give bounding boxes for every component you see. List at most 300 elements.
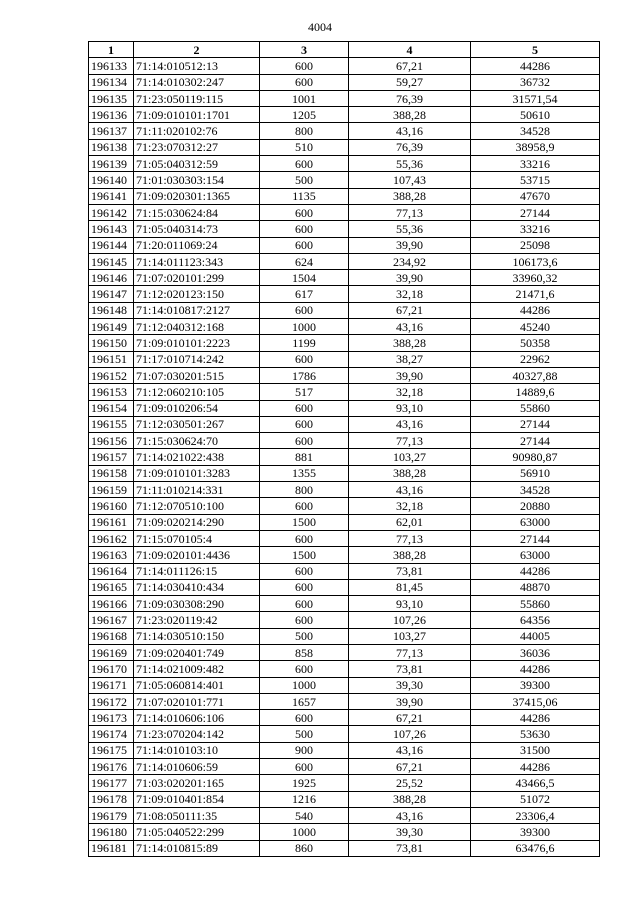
rate-cell: 39,30 [349, 677, 471, 693]
table-row [89, 107, 600, 123]
rate-cell: 77,13 [349, 433, 471, 449]
rate-cell: 67,21 [349, 58, 471, 74]
area-cell: 500 [260, 628, 349, 644]
area-cell: 600 [260, 221, 349, 237]
row-number-cell: 196160 [89, 498, 134, 514]
table-row [89, 563, 600, 579]
area-cell: 600 [260, 612, 349, 628]
cadastral-number-cell: 71:12:070510:100 [134, 498, 260, 514]
row-number-cell: 196164 [89, 563, 134, 579]
column-header: 1 [89, 42, 134, 58]
area-cell: 1000 [260, 319, 349, 335]
row-number-cell: 196150 [89, 335, 134, 351]
row-number-cell: 196142 [89, 204, 134, 220]
table-row [89, 644, 600, 660]
row-number-cell: 196178 [89, 791, 134, 807]
value-cell: 39300 [471, 677, 600, 693]
cadastral-number-cell: 71:23:020119:42 [134, 612, 260, 628]
area-cell: 600 [260, 433, 349, 449]
table-row [89, 139, 600, 155]
row-number-cell: 196170 [89, 661, 134, 677]
value-cell: 106173,6 [471, 253, 600, 269]
rate-cell: 59,27 [349, 74, 471, 90]
area-cell: 600 [260, 302, 349, 318]
rate-cell: 32,18 [349, 286, 471, 302]
row-number-cell: 196153 [89, 384, 134, 400]
area-cell: 510 [260, 139, 349, 155]
table-row [89, 123, 600, 139]
value-cell: 27144 [471, 204, 600, 220]
row-number-cell: 196177 [89, 775, 134, 791]
rate-cell: 388,28 [349, 335, 471, 351]
table-row [89, 824, 600, 840]
value-cell: 56910 [471, 465, 600, 481]
column-header: 5 [471, 42, 600, 58]
row-number-cell: 196166 [89, 596, 134, 612]
value-cell: 63476,6 [471, 840, 600, 856]
cadastral-number-cell: 71:09:020301:1365 [134, 188, 260, 204]
area-cell: 600 [260, 156, 349, 172]
rate-cell: 39,30 [349, 824, 471, 840]
table-row [89, 791, 600, 807]
row-number-cell: 196176 [89, 759, 134, 775]
area-cell: 1000 [260, 824, 349, 840]
rate-cell: 32,18 [349, 498, 471, 514]
cadastral-number-cell: 71:14:030410:434 [134, 579, 260, 595]
cadastral-number-cell: 71:14:021009:482 [134, 661, 260, 677]
table-row [89, 400, 600, 416]
cadastral-number-cell: 71:15:070105:4 [134, 530, 260, 546]
cadastral-number-cell: 71:14:010302:247 [134, 74, 260, 90]
value-cell: 36036 [471, 644, 600, 660]
row-number-cell: 196159 [89, 482, 134, 498]
rate-cell: 73,81 [349, 840, 471, 856]
table-row [89, 693, 600, 709]
value-cell: 31571,54 [471, 90, 600, 106]
cadastral-number-cell: 71:20:011069:24 [134, 237, 260, 253]
value-cell: 20880 [471, 498, 600, 514]
area-cell: 1355 [260, 465, 349, 481]
cadastral-number-cell: 71:12:020123:150 [134, 286, 260, 302]
value-cell: 40327,88 [471, 367, 600, 383]
value-cell: 36732 [471, 74, 600, 90]
rate-cell: 77,13 [349, 204, 471, 220]
cadastral-number-cell: 71:07:030201:515 [134, 367, 260, 383]
table-row [89, 302, 600, 318]
rate-cell: 388,28 [349, 465, 471, 481]
row-number-cell: 196163 [89, 547, 134, 563]
table-row [89, 661, 600, 677]
cadastral-number-cell: 71:09:010101:3283 [134, 465, 260, 481]
row-number-cell: 196156 [89, 433, 134, 449]
page-number: 4004 [308, 20, 332, 34]
area-cell: 1216 [260, 791, 349, 807]
area-cell: 600 [260, 74, 349, 90]
column-header: 4 [349, 42, 471, 58]
area-cell: 600 [260, 759, 349, 775]
rate-cell: 73,81 [349, 661, 471, 677]
cadastral-number-cell: 71:11:010214:331 [134, 482, 260, 498]
area-cell: 1786 [260, 367, 349, 383]
rate-cell: 103,27 [349, 449, 471, 465]
cadastral-number-cell: 71:05:040522:299 [134, 824, 260, 840]
value-cell: 51072 [471, 791, 600, 807]
table-row [89, 530, 600, 546]
table-row [89, 367, 600, 383]
value-cell: 47670 [471, 188, 600, 204]
rate-cell: 39,90 [349, 270, 471, 286]
table-body [89, 58, 600, 857]
table-row [89, 759, 600, 775]
row-number-cell: 196147 [89, 286, 134, 302]
value-cell: 23306,4 [471, 807, 600, 823]
row-number-cell: 196181 [89, 840, 134, 856]
value-cell: 33216 [471, 221, 600, 237]
cadastral-number-cell: 71:14:030510:150 [134, 628, 260, 644]
value-cell: 53630 [471, 726, 600, 742]
row-number-cell: 196138 [89, 139, 134, 155]
value-cell: 64356 [471, 612, 600, 628]
area-cell: 881 [260, 449, 349, 465]
value-cell: 50610 [471, 107, 600, 123]
cadastral-number-cell: 71:11:020102:76 [134, 123, 260, 139]
area-cell: 1199 [260, 335, 349, 351]
row-number-cell: 196167 [89, 612, 134, 628]
cadastral-number-cell: 71:09:020401:749 [134, 644, 260, 660]
value-cell: 27144 [471, 530, 600, 546]
area-cell: 600 [260, 498, 349, 514]
table-row [89, 156, 600, 172]
value-cell: 44286 [471, 661, 600, 677]
row-number-cell: 196136 [89, 107, 134, 123]
cadastral-number-cell: 71:14:010606:106 [134, 710, 260, 726]
rate-cell: 43,16 [349, 742, 471, 758]
cadastral-number-cell: 71:15:030624:84 [134, 204, 260, 220]
rate-cell: 388,28 [349, 791, 471, 807]
rate-cell: 107,26 [349, 612, 471, 628]
row-number-cell: 196158 [89, 465, 134, 481]
rate-cell: 43,16 [349, 416, 471, 432]
area-cell: 600 [260, 351, 349, 367]
area-cell: 600 [260, 204, 349, 220]
area-cell: 600 [260, 661, 349, 677]
rate-cell: 43,16 [349, 482, 471, 498]
cadastral-number-cell: 71:14:010815:89 [134, 840, 260, 856]
row-number-cell: 196145 [89, 253, 134, 269]
rate-cell: 388,28 [349, 188, 471, 204]
value-cell: 25098 [471, 237, 600, 253]
row-number-cell: 196180 [89, 824, 134, 840]
area-cell: 1657 [260, 693, 349, 709]
table-row [89, 351, 600, 367]
area-cell: 600 [260, 530, 349, 546]
row-number-cell: 196168 [89, 628, 134, 644]
value-cell: 21471,6 [471, 286, 600, 302]
value-cell: 27144 [471, 416, 600, 432]
value-cell: 55860 [471, 400, 600, 416]
value-cell: 38958,9 [471, 139, 600, 155]
value-cell: 31500 [471, 742, 600, 758]
cadastral-number-cell: 71:12:040312:168 [134, 319, 260, 335]
rate-cell: 76,39 [349, 139, 471, 155]
table-row [89, 775, 600, 791]
cadastral-number-cell: 71:05:040314:73 [134, 221, 260, 237]
cadastral-number-cell: 71:08:050111:35 [134, 807, 260, 823]
table-row [89, 335, 600, 351]
table-row [89, 547, 600, 563]
row-number-cell: 196135 [89, 90, 134, 106]
table-row [89, 726, 600, 742]
table-row [89, 58, 600, 74]
row-number-cell: 196148 [89, 302, 134, 318]
rate-cell: 73,81 [349, 563, 471, 579]
rate-cell: 38,27 [349, 351, 471, 367]
row-number-cell: 196141 [89, 188, 134, 204]
table-row [89, 579, 600, 595]
row-number-cell: 196175 [89, 742, 134, 758]
area-cell: 600 [260, 710, 349, 726]
rate-cell: 388,28 [349, 107, 471, 123]
cadastral-number-cell: 71:05:040312:59 [134, 156, 260, 172]
table-row [89, 514, 600, 530]
table-row [89, 612, 600, 628]
area-cell: 900 [260, 742, 349, 758]
row-number-cell: 196173 [89, 710, 134, 726]
rate-cell: 107,26 [349, 726, 471, 742]
row-number-cell: 196133 [89, 58, 134, 74]
rate-cell: 55,36 [349, 221, 471, 237]
table-row [89, 270, 600, 286]
value-cell: 55860 [471, 596, 600, 612]
table-row [89, 90, 600, 106]
value-cell: 44286 [471, 302, 600, 318]
column-header: 2 [134, 42, 260, 58]
rate-cell: 39,90 [349, 693, 471, 709]
table-row [89, 286, 600, 302]
area-cell: 600 [260, 563, 349, 579]
rate-cell: 67,21 [349, 302, 471, 318]
row-number-cell: 196157 [89, 449, 134, 465]
cadastral-number-cell: 71:23:070312:27 [134, 139, 260, 155]
cadastral-number-cell: 71:14:011123:343 [134, 253, 260, 269]
value-cell: 44286 [471, 759, 600, 775]
cadastral-number-cell: 71:09:010101:1701 [134, 107, 260, 123]
value-cell: 34528 [471, 482, 600, 498]
value-cell: 27144 [471, 433, 600, 449]
area-cell: 860 [260, 840, 349, 856]
area-cell: 1135 [260, 188, 349, 204]
value-cell: 63000 [471, 514, 600, 530]
row-number-cell: 196152 [89, 367, 134, 383]
rate-cell: 77,13 [349, 644, 471, 660]
value-cell: 37415,06 [471, 693, 600, 709]
value-cell: 50358 [471, 335, 600, 351]
table-row [89, 416, 600, 432]
area-cell: 600 [260, 579, 349, 595]
area-cell: 617 [260, 286, 349, 302]
rate-cell: 32,18 [349, 384, 471, 400]
cadastral-number-cell: 71:14:011126:15 [134, 563, 260, 579]
cadastral-number-cell: 71:23:050119:115 [134, 90, 260, 106]
cadastral-number-cell: 71:14:010103:10 [134, 742, 260, 758]
row-number-cell: 196143 [89, 221, 134, 237]
value-cell: 33960,32 [471, 270, 600, 286]
row-number-cell: 196161 [89, 514, 134, 530]
value-cell: 53715 [471, 172, 600, 188]
cadastral-number-cell: 71:09:010101:2223 [134, 335, 260, 351]
area-cell: 500 [260, 726, 349, 742]
table-row [89, 433, 600, 449]
table-row [89, 253, 600, 269]
rate-cell: 62,01 [349, 514, 471, 530]
rate-cell: 76,39 [349, 90, 471, 106]
table-row [89, 384, 600, 400]
table-row [89, 628, 600, 644]
area-cell: 1205 [260, 107, 349, 123]
rate-cell: 234,92 [349, 253, 471, 269]
area-cell: 540 [260, 807, 349, 823]
row-number-cell: 196144 [89, 237, 134, 253]
area-cell: 1000 [260, 677, 349, 693]
rate-cell: 43,16 [349, 807, 471, 823]
table-header-row [89, 42, 600, 58]
data-table [88, 41, 600, 857]
table-row [89, 710, 600, 726]
row-number-cell: 196137 [89, 123, 134, 139]
area-cell: 600 [260, 416, 349, 432]
row-number-cell: 196179 [89, 807, 134, 823]
rate-cell: 25,52 [349, 775, 471, 791]
table-row [89, 482, 600, 498]
area-cell: 800 [260, 123, 349, 139]
cadastral-number-cell: 71:14:010606:59 [134, 759, 260, 775]
area-cell: 1500 [260, 514, 349, 530]
table-row [89, 449, 600, 465]
cadastral-number-cell: 71:14:021022:438 [134, 449, 260, 465]
row-number-cell: 196140 [89, 172, 134, 188]
row-number-cell: 196174 [89, 726, 134, 742]
table-row [89, 596, 600, 612]
row-number-cell: 196151 [89, 351, 134, 367]
value-cell: 44005 [471, 628, 600, 644]
cadastral-number-cell: 71:23:070204:142 [134, 726, 260, 742]
area-cell: 600 [260, 400, 349, 416]
area-cell: 624 [260, 253, 349, 269]
row-number-cell: 196134 [89, 74, 134, 90]
area-cell: 800 [260, 482, 349, 498]
value-cell: 44286 [471, 563, 600, 579]
value-cell: 63000 [471, 547, 600, 563]
area-cell: 600 [260, 237, 349, 253]
cadastral-number-cell: 71:14:010817:2127 [134, 302, 260, 318]
cadastral-number-cell: 71:01:030303:154 [134, 172, 260, 188]
cadastral-number-cell: 71:09:020101:4436 [134, 547, 260, 563]
value-cell: 44286 [471, 58, 600, 74]
table-row [89, 742, 600, 758]
value-cell: 45240 [471, 319, 600, 335]
value-cell: 48870 [471, 579, 600, 595]
cadastral-number-cell: 71:09:030308:290 [134, 596, 260, 612]
value-cell: 90980,87 [471, 449, 600, 465]
cadastral-number-cell: 71:12:060210:105 [134, 384, 260, 400]
row-number-cell: 196172 [89, 693, 134, 709]
table-row [89, 172, 600, 188]
area-cell: 1504 [260, 270, 349, 286]
rate-cell: 107,43 [349, 172, 471, 188]
row-number-cell: 196155 [89, 416, 134, 432]
row-number-cell: 196162 [89, 530, 134, 546]
row-number-cell: 196171 [89, 677, 134, 693]
rate-cell: 67,21 [349, 710, 471, 726]
value-cell: 14889,6 [471, 384, 600, 400]
area-cell: 517 [260, 384, 349, 400]
table-row [89, 74, 600, 90]
cadastral-number-cell: 71:03:020201:165 [134, 775, 260, 791]
value-cell: 22962 [471, 351, 600, 367]
table-row [89, 237, 600, 253]
cadastral-number-cell: 71:05:060814:401 [134, 677, 260, 693]
row-number-cell: 196149 [89, 319, 134, 335]
area-cell: 500 [260, 172, 349, 188]
area-cell: 1001 [260, 90, 349, 106]
rate-cell: 77,13 [349, 530, 471, 546]
rate-cell: 39,90 [349, 367, 471, 383]
table-row [89, 465, 600, 481]
area-cell: 1925 [260, 775, 349, 791]
value-cell: 34528 [471, 123, 600, 139]
cadastral-number-cell: 71:14:010512:13 [134, 58, 260, 74]
rate-cell: 388,28 [349, 547, 471, 563]
rate-cell: 67,21 [349, 759, 471, 775]
cadastral-number-cell: 71:09:020214:290 [134, 514, 260, 530]
area-cell: 600 [260, 596, 349, 612]
cadastral-number-cell: 71:15:030624:70 [134, 433, 260, 449]
table-row [89, 221, 600, 237]
rate-cell: 81,45 [349, 579, 471, 595]
table-row [89, 498, 600, 514]
area-cell: 858 [260, 644, 349, 660]
table-row [89, 188, 600, 204]
cadastral-number-cell: 71:07:020101:771 [134, 693, 260, 709]
row-number-cell: 196169 [89, 644, 134, 660]
column-header: 3 [260, 42, 349, 58]
value-cell: 39300 [471, 824, 600, 840]
row-number-cell: 196165 [89, 579, 134, 595]
cadastral-number-cell: 71:17:010714:242 [134, 351, 260, 367]
table-row [89, 840, 600, 856]
row-number-cell: 196154 [89, 400, 134, 416]
rate-cell: 43,16 [349, 123, 471, 139]
rate-cell: 93,10 [349, 400, 471, 416]
rate-cell: 93,10 [349, 596, 471, 612]
row-number-cell: 196146 [89, 270, 134, 286]
table-row [89, 204, 600, 220]
table-row [89, 677, 600, 693]
cadastral-number-cell: 71:07:020101:299 [134, 270, 260, 286]
cadastral-number-cell: 71:09:010206:54 [134, 400, 260, 416]
cadastral-number-cell: 71:09:010401:854 [134, 791, 260, 807]
cadastral-number-cell: 71:12:030501:267 [134, 416, 260, 432]
area-cell: 600 [260, 58, 349, 74]
rate-cell: 103,27 [349, 628, 471, 644]
rate-cell: 43,16 [349, 319, 471, 335]
value-cell: 33216 [471, 156, 600, 172]
rate-cell: 55,36 [349, 156, 471, 172]
row-number-cell: 196139 [89, 156, 134, 172]
area-cell: 1500 [260, 547, 349, 563]
rate-cell: 39,90 [349, 237, 471, 253]
value-cell: 44286 [471, 710, 600, 726]
